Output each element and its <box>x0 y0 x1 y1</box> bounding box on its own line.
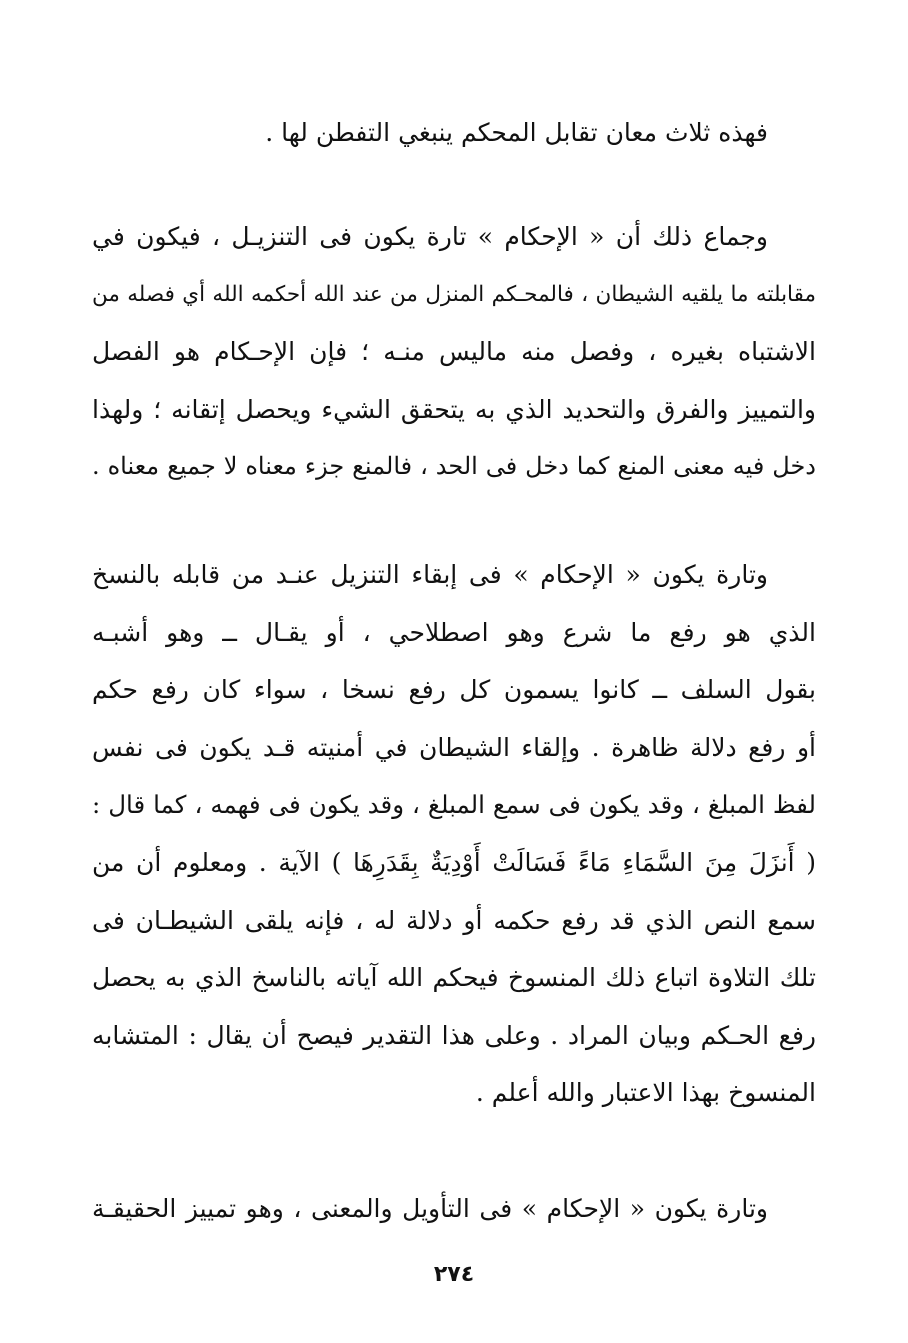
text-line: بقول السلف ــ كانوا يسمون كل رفع نسخا ، سواء كان رفع حكم <box>92 675 816 705</box>
text-line: تلك التلاوة اتباع ذلك المنسوخ فيحكم الله آياته بالناسخ الذي به يحصل <box>92 963 816 993</box>
text-line: والتمييز والفرق والتحديد الذي به يتحقق الشيء ويحصل إتقانه ؛ ولهذا <box>92 394 816 424</box>
text-line: المنسوخ بهذا الاعتبار والله أعلم . <box>475 1078 816 1108</box>
text-line: أو رفع دلالة ظاهرة . وإلقاء الشيطان في أمنيته قـد يكون فى نفس <box>92 732 816 762</box>
text-line: لفظ المبلغ ، وقد يكون فى سمع المبلغ ، وقد يكون فى فهمه ، كما قال : <box>92 790 816 820</box>
text-line: وتارة يكون « الإحكام » فى إبقاء التنزيل عنـد من قابله بالنسخ <box>92 560 768 589</box>
text-line: الاشتباه بغيره ، وفصل منه ماليس منـه ؛ فإن الإحـكام هو الفصل <box>92 337 816 367</box>
text-line: دخل فيه معنى المنع كما دخل فى الحد ، فالمنع جزء معناه لا جميع معناه . <box>92 452 816 481</box>
paragraph-2 <box>92 208 816 496</box>
quran-quote-line: ( أَنزَلَ مِنَ السَّمَاءِ مَاءً فَسَالَتْ أَوْدِيَةٌ بِقَدَرِهَا ) الآية . ومعلوم أن من <box>92 847 816 877</box>
text-line: سمع النص الذي قد رفع حكمه أو دلالة له ، فإنه يلقى الشيطـان فى <box>92 905 816 935</box>
paragraph-3 <box>92 546 816 1122</box>
text-line: مقابلته ما يلقيه الشيطان ، فالمحـكم المنزل من عند الله أحكمه الله أي فصله من <box>92 281 816 307</box>
text-line: فهذه ثلاث معان تقابل المحكم ينبغي التفطن لها . <box>265 118 768 147</box>
text-line: رفع الحـكم وبيان المراد . وعلى هذا التقدير فيصح أن يقال : المتشابه <box>92 1020 816 1050</box>
paragraph-1 <box>92 104 816 162</box>
text-line: وتارة يكون « الإحكام » فى التأويل والمعنى ، وهو تمييز الحقيقـة <box>92 1194 768 1223</box>
text-line: وجماع ذلك أن « الإحكام » تارة يكون فى التنزيـل ، فيكون في <box>92 222 768 251</box>
text-line: الذي هو رفع ما شرع وهو اصطلاحي ، أو يقـال ــ وهو أشبـه <box>92 617 816 647</box>
page-number: ٢٧٤ <box>433 1262 475 1287</box>
paragraph-4 <box>92 1180 816 1238</box>
